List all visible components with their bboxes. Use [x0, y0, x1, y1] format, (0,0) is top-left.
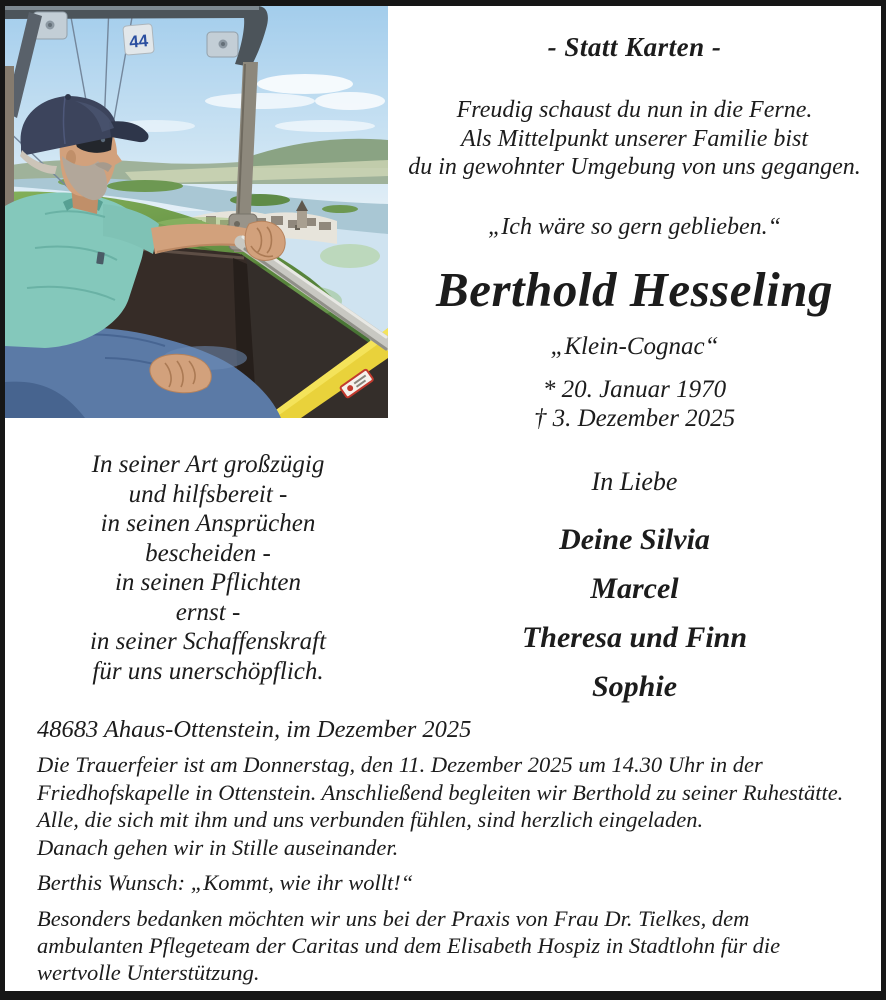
mourner-name: Marcel — [590, 572, 679, 605]
tribute-line: in seiner Schaffenskraft — [89, 628, 327, 655]
verse-line: Als Mittelpunkt unserer Familie bist — [460, 125, 809, 152]
farewell-quote: „Ich wäre so gern geblieben.“ — [487, 213, 782, 240]
thanks-line: wertvolle Unterstützung. — [37, 960, 260, 985]
funeral-line: Alle, die sich mit ihm und uns verbunden fühlen, sind herzlich eingeladen. — [37, 807, 704, 832]
in-liebe-label: In Liebe — [591, 467, 678, 496]
tribute-text — [27, 450, 389, 686]
mourner-name: Sophie — [591, 670, 678, 703]
berthis-wish-line: Berthis Wunsch: „Kommt, wie ihr wollt!“ — [37, 870, 414, 895]
roof-mount-plate-right — [207, 32, 238, 57]
verse-line: Freudig schaust du nun in die Ferne. — [456, 97, 813, 123]
thanks-line: Besonders bedanken möchten wir uns bei der Praxis von Frau Dr. Tielkes, dem — [37, 906, 750, 931]
tribute-line: in seinen Ansprüchen — [100, 510, 316, 537]
tribute-line: In seiner Art großzügig — [91, 451, 325, 478]
mourners-block — [388, 467, 881, 704]
location-date-line: 48683 Ahaus-Ottenstein, im Dezember 2025 — [37, 716, 472, 743]
statt-karten-heading: - Statt Karten - — [547, 32, 722, 62]
memorial-photo-illustration — [5, 6, 388, 418]
mourner-name: Deine Silvia — [559, 523, 710, 556]
cap-button — [65, 94, 71, 100]
funeral-info — [37, 751, 869, 861]
cabin-number: 44 — [128, 31, 149, 52]
memorial-verse — [388, 96, 881, 182]
announcement-column — [388, 6, 881, 433]
deceased-name: Berthold Hesseling — [436, 261, 833, 317]
mourner-name: Theresa und Finn — [521, 621, 748, 654]
cabin-left-post — [5, 66, 14, 216]
deceased-nickname: „Klein-Cognac“ — [550, 332, 719, 360]
funeral-details — [37, 716, 869, 986]
funeral-line: Friedhofskapelle in Ottenstein. Anschließend begleiten wir Berthold zu seiner Ruhestätte. — [37, 779, 844, 805]
cabin-number-tag — [123, 24, 154, 55]
tribute-line: bescheiden - — [145, 539, 271, 567]
death-date: † 3. Dezember 2025 — [533, 404, 736, 432]
tribute-line: für uns unerschöpflich. — [92, 657, 324, 685]
funeral-line: Die Trauerfeier ist am Donnerstag, den 11. Dezember 2025 um 14.30 Uhr in der — [37, 752, 763, 777]
tribute-line: ernst - — [175, 598, 241, 626]
tribute-line: und hilfsbereit - — [128, 480, 288, 508]
church-tower — [297, 210, 307, 228]
roof-highlight — [5, 6, 259, 10]
tribute-line: in seinen Pflichten — [114, 569, 302, 596]
thanks-paragraph — [37, 905, 869, 986]
birth-date: * 20. Januar 1970 — [542, 375, 727, 403]
life-dates — [388, 375, 881, 433]
verse-line: du in gewohnter Umgebung von uns gegangen. — [408, 154, 861, 180]
funeral-line: Danach gehen wir in Stille auseinander. — [37, 834, 399, 860]
thanks-line: ambulanten Pflegeteam der Caritas und dem Elisabeth Hospiz in Stadtlohn für die — [37, 933, 781, 958]
memorial-photo — [5, 6, 388, 418]
